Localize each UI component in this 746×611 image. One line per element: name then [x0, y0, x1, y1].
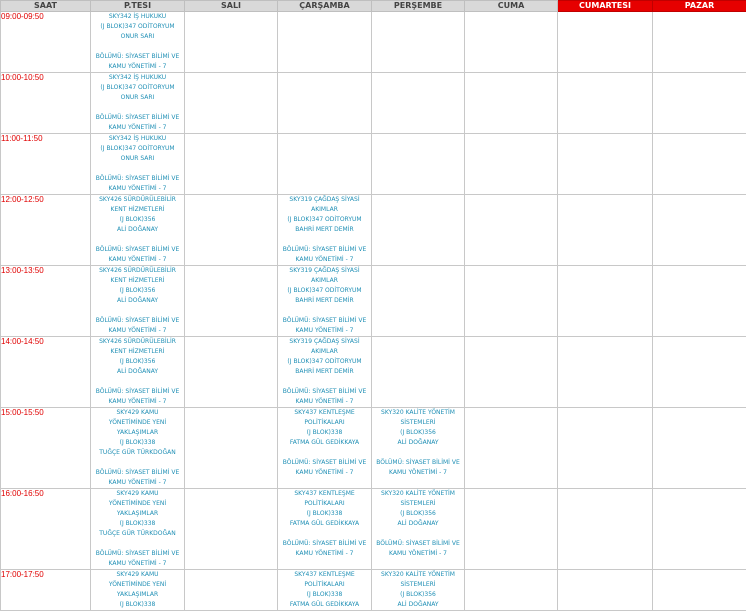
course-line: KAMU YÖNETİMİ - 7 [91, 559, 184, 569]
schedule-cell[interactable] [278, 489, 372, 570]
schedule-cell [278, 12, 372, 73]
schedule-cell[interactable] [91, 266, 185, 337]
course-line: BÖLÜMÜ: SİYASET BİLİMİ VE [91, 549, 184, 559]
course-line: YÖNETİMİNDE YENİ [91, 418, 184, 428]
course-entry[interactable] [372, 408, 464, 478]
course-line: SKY437 KENTLEŞME [278, 570, 371, 580]
schedule-cell [465, 73, 558, 134]
schedule-cell [372, 134, 465, 195]
schedule-cell [653, 337, 746, 408]
schedule-cell [278, 73, 372, 134]
course-entry[interactable] [91, 134, 184, 194]
schedule-cell [465, 570, 558, 611]
time-slot-row [1, 337, 746, 408]
course-line [278, 235, 371, 245]
schedule-cell [185, 337, 278, 408]
time-slot-label: 12:00-12:50 [1, 195, 91, 266]
schedule-cell[interactable] [91, 337, 185, 408]
course-line: BAHRİ MERT DEMİR [278, 296, 371, 306]
course-line [91, 306, 184, 316]
schedule-cell [653, 12, 746, 73]
schedule-cell [465, 134, 558, 195]
course-line [91, 103, 184, 113]
course-entry[interactable] [91, 73, 184, 133]
schedule-cell [372, 73, 465, 134]
course-line: ONUR SARI [91, 93, 184, 103]
schedule-cell [372, 337, 465, 408]
course-line: POLİTİKALARI [278, 499, 371, 509]
time-slot-row [1, 12, 746, 73]
schedule-cell [185, 195, 278, 266]
course-line: KAMU YÖNETİMİ - 7 [91, 397, 184, 407]
time-slot-row [1, 134, 746, 195]
course-line: KAMU YÖNETİMİ - 7 [278, 468, 371, 478]
course-line: SİSTEMLERİ [372, 499, 464, 509]
course-line: KAMU YÖNETİMİ - 7 [91, 123, 184, 133]
course-line: POLİTİKALARI [278, 418, 371, 428]
course-line [91, 458, 184, 468]
course-line: (J BLOK)356 [372, 428, 464, 438]
course-line [278, 529, 371, 539]
schedule-cell[interactable] [91, 12, 185, 73]
schedule-cell [558, 570, 653, 611]
course-line: (J BLOK)356 [372, 590, 464, 600]
course-line: SKY429 KAMU [91, 489, 184, 499]
course-line: KAMU YÖNETİMİ - 7 [91, 326, 184, 336]
course-entry[interactable] [91, 570, 184, 610]
course-line: SKY437 KENTLEŞME [278, 408, 371, 418]
course-line: SKY437 KENTLEŞME [278, 489, 371, 499]
column-header-sali: SALI [185, 1, 278, 12]
course-entry[interactable] [91, 12, 184, 72]
schedule-cell [558, 408, 653, 489]
schedule-cell[interactable] [278, 266, 372, 337]
course-line: ALİ DOĞANAY [91, 296, 184, 306]
course-line: (J BLOK)347 ODİTORYUM [91, 144, 184, 154]
course-line: SKY319 ÇAĞDAŞ SİYASİ [278, 266, 371, 276]
course-line [372, 448, 464, 458]
course-line: FATMA GÜL GEDİKKAYA [278, 438, 371, 448]
schedule-cell [558, 337, 653, 408]
schedule-cell [372, 266, 465, 337]
course-entry[interactable] [91, 195, 184, 265]
course-line [91, 164, 184, 174]
course-line: YÖNETİMİNDE YENİ [91, 499, 184, 509]
course-entry[interactable] [91, 408, 184, 488]
course-line: SKY319 ÇAĞDAŞ SİYASİ [278, 195, 371, 205]
schedule-cell[interactable] [278, 195, 372, 266]
course-line: POLİTİKALARI [278, 580, 371, 590]
column-header--ar-amba: ÇARŞAMBA [278, 1, 372, 12]
schedule-cell[interactable] [91, 73, 185, 134]
time-slot-label: 17:00-17:50 [1, 570, 91, 611]
course-line: YÖNETİMİNDE YENİ [91, 580, 184, 590]
course-entry[interactable] [278, 570, 371, 610]
column-header-cumartesi: CUMARTESI [558, 1, 653, 12]
course-line: BAHRİ MERT DEMİR [278, 225, 371, 235]
course-line [278, 306, 371, 316]
course-line: SKY319 ÇAĞDAŞ SİYASİ [278, 337, 371, 347]
course-line: YAKLAŞIMLAR [91, 509, 184, 519]
schedule-cell [465, 266, 558, 337]
schedule-cell [278, 134, 372, 195]
course-line: SKY320 KALİTE YÖNETİM [372, 408, 464, 418]
course-line [372, 529, 464, 539]
course-line: AKIMLAR [278, 347, 371, 357]
course-line: (J BLOK)347 ODİTORYUM [278, 215, 371, 225]
course-line [91, 42, 184, 52]
schedule-cell [653, 570, 746, 611]
course-line [91, 235, 184, 245]
course-line: BÖLÜMÜ: SİYASET BİLİMİ VE [91, 468, 184, 478]
course-line: SKY429 KAMU [91, 570, 184, 580]
schedule-cell [558, 195, 653, 266]
course-line: (J BLOK)338 [91, 519, 184, 529]
schedule-cell [465, 337, 558, 408]
course-line: SKY342 İŞ HUKUKU [91, 134, 184, 144]
course-line: BÖLÜMÜ: SİYASET BİLİMİ VE [278, 539, 371, 549]
schedule-cell [372, 195, 465, 266]
schedule-cell [465, 195, 558, 266]
schedule-cell [185, 12, 278, 73]
course-line [91, 377, 184, 387]
course-line: AKIMLAR [278, 205, 371, 215]
course-line: KAMU YÖNETİMİ - 7 [91, 62, 184, 72]
schedule-cell [653, 73, 746, 134]
schedule-cell[interactable] [372, 408, 465, 489]
course-line: BÖLÜMÜ: SİYASET BİLİMİ VE [91, 316, 184, 326]
schedule-cell [558, 12, 653, 73]
schedule-cell [185, 408, 278, 489]
column-header-per-embe: PERŞEMBE [372, 1, 465, 12]
schedule-cell [465, 12, 558, 73]
course-line: ALİ DOĞANAY [372, 438, 464, 448]
course-line [278, 377, 371, 387]
course-line: FATMA GÜL GEDİKKAYA [278, 519, 371, 529]
course-line: KAMU YÖNETİMİ - 7 [278, 255, 371, 265]
course-entry[interactable] [278, 408, 371, 478]
course-line [278, 448, 371, 458]
course-line: ONUR SARI [91, 32, 184, 42]
course-line: SKY320 KALİTE YÖNETİM [372, 489, 464, 499]
course-line: BÖLÜMÜ: SİYASET BİLİMİ VE [91, 245, 184, 255]
schedule-cell[interactable] [91, 408, 185, 489]
course-entry[interactable] [91, 266, 184, 336]
schedule-cell [185, 489, 278, 570]
course-line: BÖLÜMÜ: SİYASET BİLİMİ VE [278, 245, 371, 255]
time-slot-label: 16:00-16:50 [1, 489, 91, 570]
course-entry[interactable] [372, 570, 464, 610]
schedule-cell[interactable] [91, 195, 185, 266]
column-header-saat: SAAT [1, 1, 91, 12]
time-slot-row [1, 266, 746, 337]
time-slot-label: 11:00-11:50 [1, 134, 91, 195]
course-line: KAMU YÖNETİMİ - 7 [91, 255, 184, 265]
schedule-cell[interactable] [372, 570, 465, 611]
schedule-cell[interactable] [278, 337, 372, 408]
course-line: (J BLOK)347 ODİTORYUM [278, 286, 371, 296]
course-line: ALİ DOĞANAY [372, 600, 464, 610]
course-line: (J BLOK)356 [91, 357, 184, 367]
course-entry[interactable] [91, 489, 184, 569]
course-line: KENT HİZMETLERİ [91, 276, 184, 286]
schedule-cell[interactable] [91, 570, 185, 611]
course-line: (J BLOK)347 ODİTORYUM [91, 22, 184, 32]
course-line: KAMU YÖNETİMİ - 7 [278, 326, 371, 336]
course-line: SKY342 İŞ HUKUKU [91, 73, 184, 83]
time-slot-row [1, 73, 746, 134]
schedule-cell[interactable] [91, 489, 185, 570]
course-line: (J BLOK)338 [278, 590, 371, 600]
course-line: YAKLAŞIMLAR [91, 590, 184, 600]
course-line: ALİ DOĞANAY [91, 225, 184, 235]
course-entry[interactable] [91, 337, 184, 407]
schedule-cell [653, 195, 746, 266]
course-line: BÖLÜMÜ: SİYASET BİLİMİ VE [91, 387, 184, 397]
course-line: KENT HİZMETLERİ [91, 347, 184, 357]
course-line: ONUR SARI [91, 154, 184, 164]
course-entry[interactable] [372, 489, 464, 559]
schedule-cell [558, 489, 653, 570]
course-line: SKY320 KALİTE YÖNETİM [372, 570, 464, 580]
course-line: KENT HİZMETLERİ [91, 205, 184, 215]
course-line: (J BLOK)338 [278, 428, 371, 438]
schedule-cell[interactable] [278, 570, 372, 611]
time-slot-label: 14:00-14:50 [1, 337, 91, 408]
schedule-cell[interactable] [278, 408, 372, 489]
time-slot-label: 09:00-09:50 [1, 12, 91, 73]
course-entry[interactable] [278, 337, 371, 407]
course-line: KAMU YÖNETİMİ - 7 [278, 397, 371, 407]
time-slot-row [1, 408, 746, 489]
course-line: TUĞÇE GÜR TÜRKDOĞAN [91, 529, 184, 539]
course-line: BÖLÜMÜ: SİYASET BİLİMİ VE [91, 174, 184, 184]
course-line: KAMU YÖNETİMİ - 7 [91, 478, 184, 488]
schedule-cell [185, 73, 278, 134]
course-line: SİSTEMLERİ [372, 580, 464, 590]
course-line: SKY429 KAMU [91, 408, 184, 418]
course-line: (J BLOK)356 [91, 215, 184, 225]
schedule-cell [185, 266, 278, 337]
course-line: (J BLOK)356 [372, 509, 464, 519]
schedule-cell [185, 134, 278, 195]
course-entry[interactable] [278, 195, 371, 265]
course-line: FATMA GÜL GEDİKKAYA [278, 600, 371, 610]
course-line [91, 539, 184, 549]
course-line: (J BLOK)338 [91, 438, 184, 448]
course-line: ALİ DOĞANAY [372, 519, 464, 529]
course-line: BÖLÜMÜ: SİYASET BİLİMİ VE [91, 52, 184, 62]
schedule-cell [372, 12, 465, 73]
schedule-cell [653, 134, 746, 195]
course-line: SİSTEMLERİ [372, 418, 464, 428]
course-entry[interactable] [278, 489, 371, 559]
schedule-cell [465, 408, 558, 489]
column-header-pazar: PAZAR [653, 1, 746, 12]
schedule-cell [653, 489, 746, 570]
course-line: (J BLOK)338 [91, 600, 184, 610]
schedule-cell[interactable] [372, 489, 465, 570]
schedule-cell [558, 134, 653, 195]
schedule-cell [558, 73, 653, 134]
schedule-cell [185, 570, 278, 611]
course-line: BÖLÜMÜ: SİYASET BİLİMİ VE [372, 539, 464, 549]
course-line: SKY426 SÜRDÜRÜLEBİLİR [91, 266, 184, 276]
course-line: TUĞÇE GÜR TÜRKDOĞAN [91, 448, 184, 458]
time-slot-label: 10:00-10:50 [1, 73, 91, 134]
course-line: BÖLÜMÜ: SİYASET BİLİMİ VE [278, 458, 371, 468]
course-line: (J BLOK)338 [278, 509, 371, 519]
column-header-p-tesi: P.TESI [91, 1, 185, 12]
course-line: BÖLÜMÜ: SİYASET BİLİMİ VE [91, 113, 184, 123]
course-line: BÖLÜMÜ: SİYASET BİLİMİ VE [372, 458, 464, 468]
course-line: (J BLOK)347 ODİTORYUM [91, 83, 184, 93]
time-slot-label: 13:00-13:50 [1, 266, 91, 337]
course-line: KAMU YÖNETİMİ - 7 [278, 549, 371, 559]
course-line: AKIMLAR [278, 276, 371, 286]
course-line: YAKLAŞIMLAR [91, 428, 184, 438]
time-slot-row [1, 489, 746, 570]
course-line: SKY342 İŞ HUKUKU [91, 12, 184, 22]
course-line: SKY426 SÜRDÜRÜLEBİLİR [91, 195, 184, 205]
time-slot-label: 15:00-15:50 [1, 408, 91, 489]
course-line: SKY426 SÜRDÜRÜLEBİLİR [91, 337, 184, 347]
schedule-cell[interactable] [91, 134, 185, 195]
course-line: BAHRİ MERT DEMİR [278, 367, 371, 377]
course-line: KAMU YÖNETİMİ - 7 [91, 184, 184, 194]
course-line: BÖLÜMÜ: SİYASET BİLİMİ VE [278, 387, 371, 397]
column-header-cuma: CUMA [465, 1, 558, 12]
time-slot-row [1, 570, 746, 611]
schedule-cell [465, 489, 558, 570]
course-line: (J BLOK)347 ODİTORYUM [278, 357, 371, 367]
course-line: BÖLÜMÜ: SİYASET BİLİMİ VE [278, 316, 371, 326]
schedule-cell [558, 266, 653, 337]
course-line: (J BLOK)356 [91, 286, 184, 296]
time-slot-row [1, 195, 746, 266]
course-line: ALİ DOĞANAY [91, 367, 184, 377]
course-line: KAMU YÖNETİMİ - 7 [372, 549, 464, 559]
course-line: KAMU YÖNETİMİ - 7 [372, 468, 464, 478]
schedule-cell [653, 266, 746, 337]
course-entry[interactable] [278, 266, 371, 336]
header-row [1, 1, 746, 12]
schedule-cell [653, 408, 746, 489]
